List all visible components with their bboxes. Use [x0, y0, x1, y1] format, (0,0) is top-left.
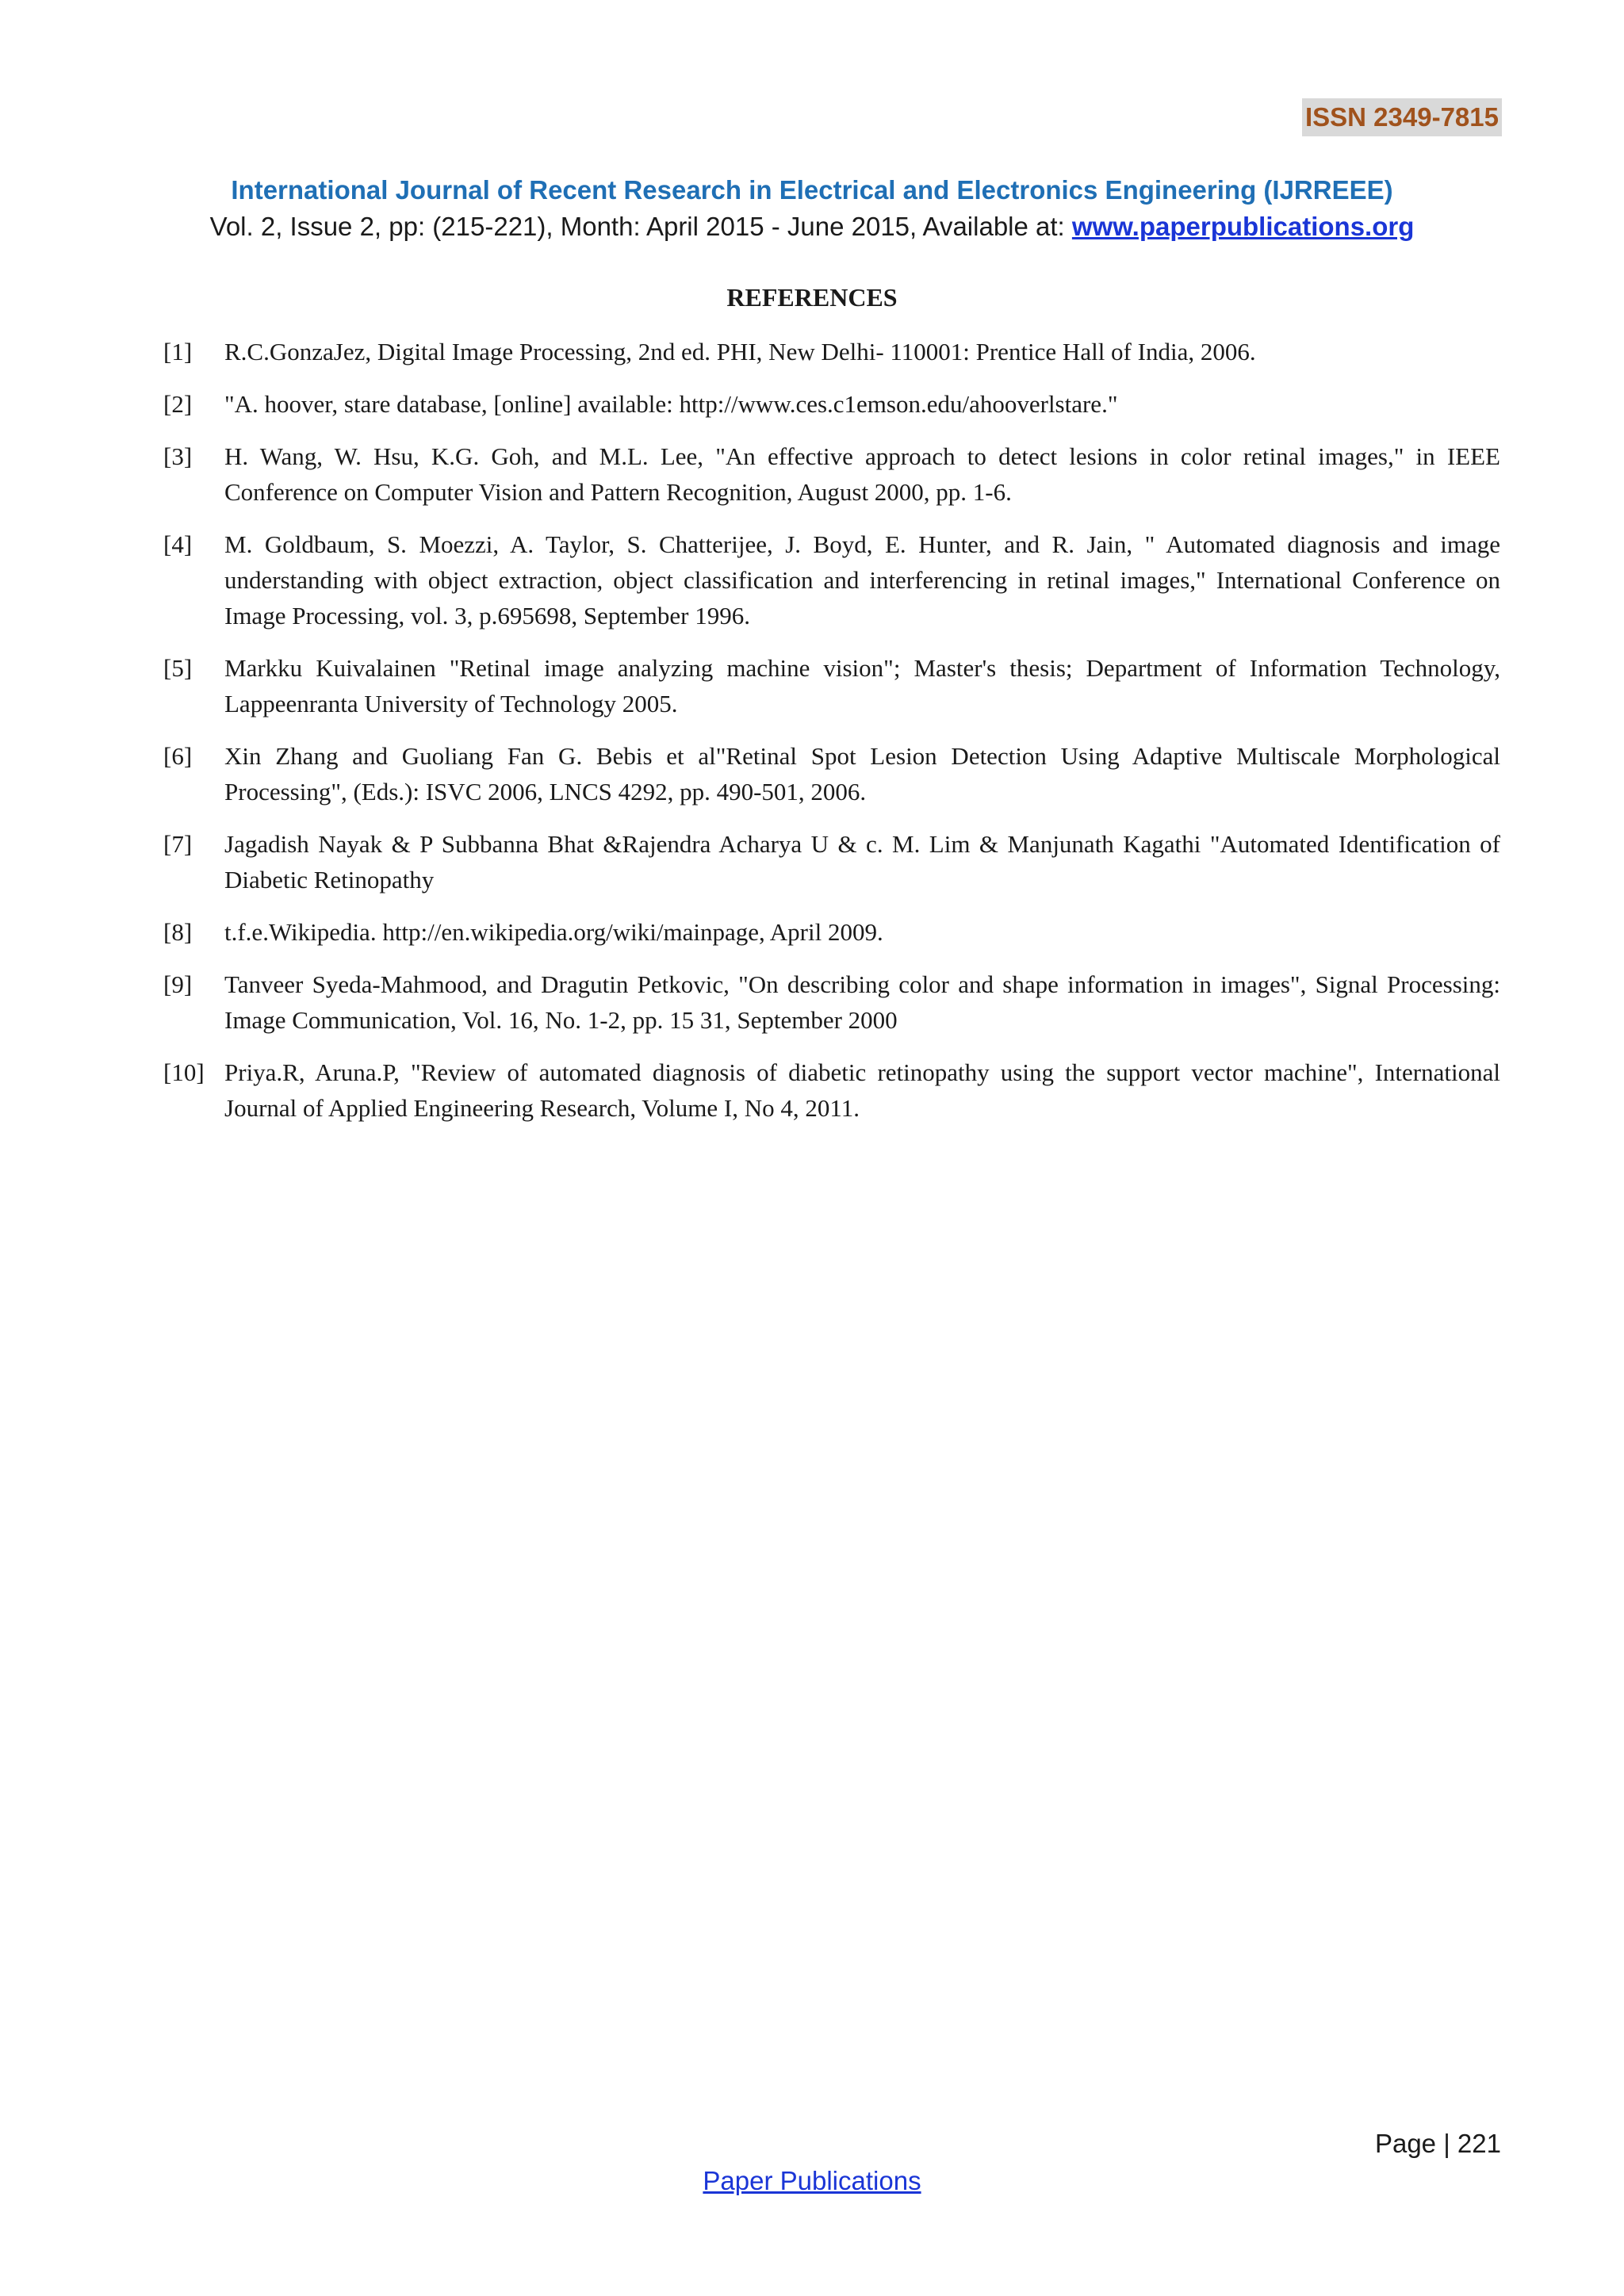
reference-text: Priya.R, Aruna.P, "Review of automated diagnosis of diabetic retinopathy using the support vector machine", International Journal of Applied Engineering Research, Volume I, No 4, 2011. — [224, 1058, 1500, 1122]
reference-text: "A. hoover, stare database, [online] available: http://www.ces.c1emson.edu/ahooverlstare." — [224, 390, 1118, 418]
reference-item — [163, 914, 1500, 950]
reference-text: Xin Zhang and Guoliang Fan G. Bebis et al"Retinal Spot Lesion Detection Using Adaptive Multiscale Morphological Processing", (Eds.): ISVC 2006, LNCS 4292, pp. 490-501, 2006. — [224, 742, 1500, 806]
reference-item — [163, 738, 1500, 809]
reference-text: Jagadish Nayak & P Subbanna Bhat &Rajendra Acharya U & c. M. Lim & Manjunath Kagathi "Automated Identification of Diabetic Retinopathy — [224, 830, 1500, 894]
reference-number: [6] — [163, 742, 193, 770]
reference-item — [163, 334, 1500, 369]
reference-item — [163, 386, 1500, 422]
reference-text: Markku Kuivalainen "Retinal image analyzing machine vision"; Master's thesis; Department of Information Technology, Lappeenranta University of Technology 2005. — [224, 654, 1500, 718]
reference-number: [10] — [163, 1058, 205, 1086]
reference-text: H. Wang, W. Hsu, K.G. Goh, and M.L. Lee, "An effective approach to detect lesions in color retinal images," in IEEE Conference on Computer Vision and Pattern Recognition, August 2000, pp. 1-6. — [224, 442, 1500, 506]
journal-title: International Journal of Recent Research in Electrical and Electronics Engineering (IJRREEE) — [231, 175, 1393, 205]
reference-item — [163, 826, 1500, 897]
reference-number: [3] — [163, 442, 193, 470]
reference-number: [7] — [163, 830, 193, 858]
publisher-link[interactable]: Paper Publications — [703, 2166, 921, 2195]
reference-number: [5] — [163, 654, 193, 682]
page-number: Page | 221 — [1374, 2129, 1501, 2158]
journal-info — [0, 209, 1624, 244]
reference-text: t.f.e.Wikipedia. http://en.wikipedia.org/wiki/mainpage, April 2009. — [224, 918, 883, 946]
journal-info-text: Vol. 2, Issue 2, pp: (215-221), Month: April 2015 - June 2015, Available at: — [209, 212, 1072, 241]
reference-number: [4] — [163, 530, 193, 558]
reference-item — [163, 1054, 1500, 1126]
issn-label: ISSN 2349-7815 — [1302, 98, 1502, 136]
reference-item — [163, 526, 1500, 633]
references-heading: REFERENCES — [726, 283, 898, 312]
reference-item — [163, 438, 1500, 510]
publisher-footer — [0, 2164, 1624, 2198]
reference-number: [8] — [163, 918, 193, 946]
reference-number: [1] — [163, 338, 193, 365]
reference-item — [163, 650, 1500, 721]
reference-text: R.C.GonzaJez, Digital Image Processing, 2nd ed. PHI, New Delhi- 110001: Prentice Hall of India, 2006. — [224, 338, 1256, 365]
reference-item — [163, 966, 1500, 1038]
reference-number: [9] — [163, 970, 193, 998]
journal-website-link[interactable]: www.paperpublications.org — [1071, 212, 1415, 241]
references-list — [163, 334, 1500, 1142]
reference-number: [2] — [163, 390, 193, 418]
reference-text: M. Goldbaum, S. Moezzi, A. Taylor, S. Chatterijee, J. Boyd, E. Hunter, and R. Jain, " Automated diagnosis and image understanding with object extraction, object classification and interferencing in retinal images," International Conference on Image Processing, vol. 3, p.695698, September 1996. — [224, 530, 1500, 629]
reference-text: Tanveer Syeda-Mahmood, and Dragutin Petkovic, "On describing color and shape information in images", Signal Processing: Image Communication, Vol. 16, No. 1-2, pp. 15 31, September 2000 — [224, 970, 1500, 1034]
